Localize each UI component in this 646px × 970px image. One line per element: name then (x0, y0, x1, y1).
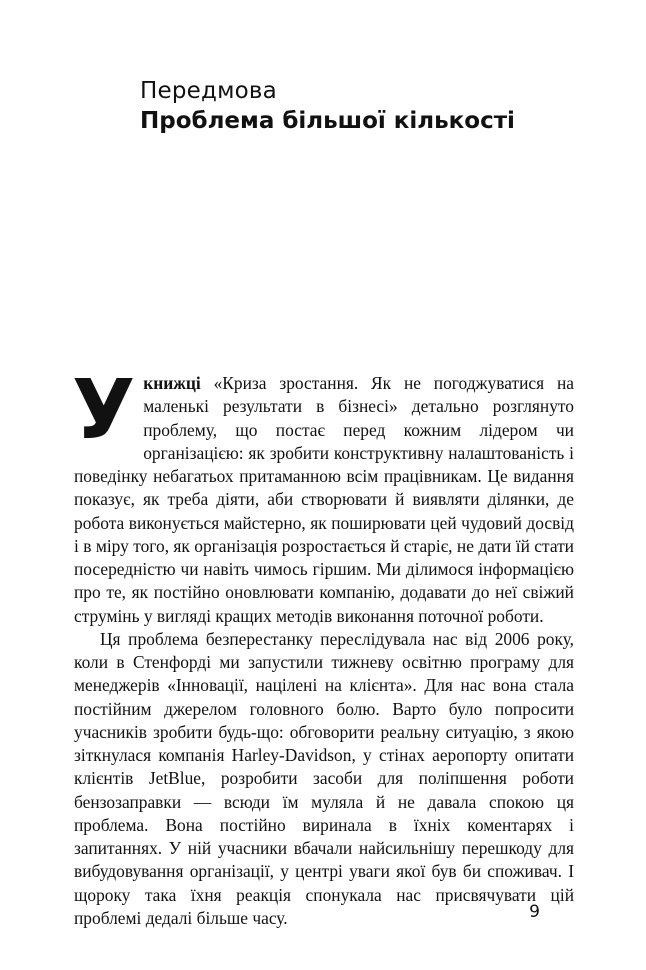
body-text (72, 363, 574, 930)
paragraph-2: Ця проблема безперестанку переслідувала нас від 2006 року, коли в Стенфорді ми запустили тижневу освітню програму для менеджерів «Інновації, націлені на клієнта». Для нас вона стала постійним джерелом головного болю. Варто було попросити учасників зробити будь-що: обговорити реальну ситуацію, з якою зіткнулася компанія Harley-Davidson, у стінах аеропорту опитати клієнтів JetBlue, розробити засоби для поліпшення роботи бензозаправки — всюди їм муляла й не давала спокою ця проблема. Вона постійно виринала в їхніх коментарях і запитаннях. У ній учасники вбачали найсильнішу перешкоду для вибудовування організації, у центрі уваги якої був би споживач. І щороку така їхня реакція спонукала нас присвячувати цій проблемі дедалі більше часу. (74, 628, 574, 928)
paragraph-1 (72, 363, 574, 628)
paragraph-1-text: «Криза зростання. Як не погоджуватися на маленькі результати в бізнесі» детально розглянуто проблему, що постає перед кожним лідером чи організацією: як зробити конструктивну налаштованість і поведінку небагатьох притаманною всім працівникам. Це видання показує, як треба діяти, аби створювати й виявляти ділянки, де робота виконується майстерно, як поширювати цей чудовий досвід і в міру того, як організація розростається й старіє, не дати їй стати посередністю чи навіть чимось гіршим. Ми ділимося інформацією про те, як постійно оновлювати компанію, додавати до неї свіжий струмінь у вигляді кращих методів виконання поточної роботи. (74, 373, 574, 626)
drop-cap: У (72, 363, 136, 458)
lead-word: книжці (143, 373, 201, 393)
section-label: Передмова (140, 78, 277, 104)
page-number: 9 (529, 902, 540, 922)
chapter-title: Проблема більшої кількості (140, 108, 515, 134)
